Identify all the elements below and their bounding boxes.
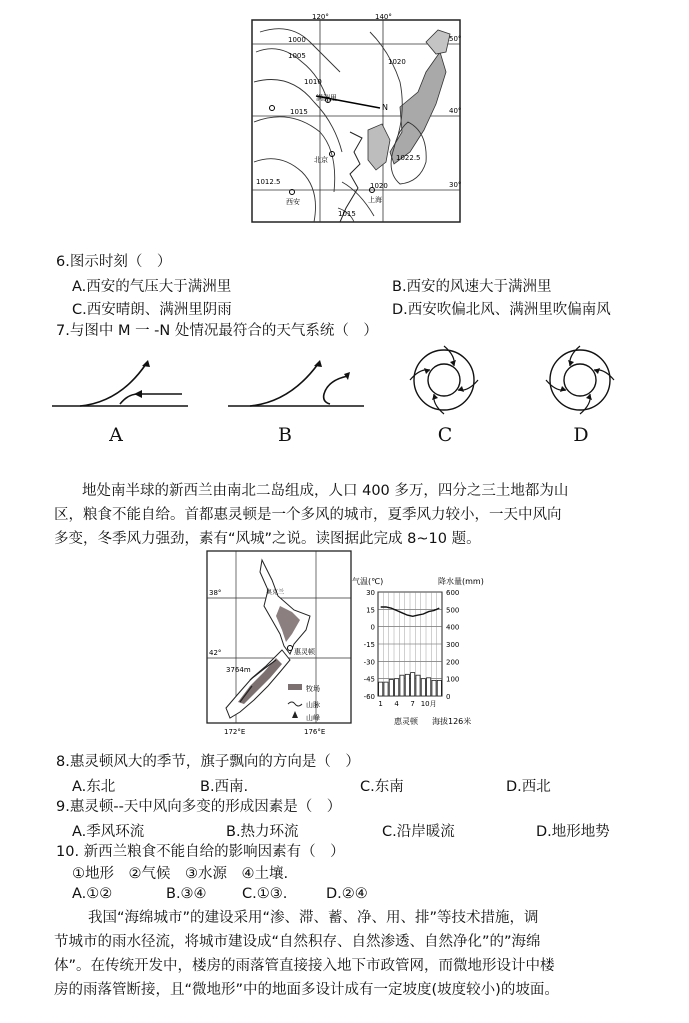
chart-precip-tick: 500 [446, 606, 460, 615]
isobar-label-1022-5: 1022.5 [396, 154, 421, 162]
chart-precip-bar [411, 673, 415, 696]
chart-temp-tick: 30 [366, 589, 375, 597]
q9-option-a[interactable]: A.季风环流 [72, 824, 145, 840]
marker-n: N [382, 103, 388, 112]
chart-precip-tick: 100 [446, 675, 460, 684]
nz-lat-42: 42° [209, 649, 222, 657]
passage2 [54, 906, 664, 1002]
q6-option-b[interactable]: B.西安的风速大于满洲里 [392, 279, 552, 295]
q9-option-d[interactable]: D.地形地势 [536, 824, 610, 840]
chart-caption-city: 惠灵顿 [394, 717, 418, 726]
lat-label-50: 50° [449, 35, 462, 43]
q8-option-b[interactable]: B.西南. [200, 779, 249, 795]
q10-option-d[interactable]: D.②④ [326, 886, 368, 902]
chart-precip-bar [405, 674, 409, 696]
lon-label-140: 140° [375, 13, 392, 21]
chart-precip-bar [416, 675, 420, 696]
chart-month-tick: 10月 [420, 700, 437, 708]
place-beijing: 北京 [314, 156, 328, 164]
chart-precip-bar [395, 679, 399, 696]
chart-precip-tick: 300 [446, 641, 460, 649]
q6-option-a[interactable]: A.西安的气压大于满洲里 [72, 279, 232, 295]
pressure-map [250, 12, 470, 232]
q7-label-a: A [109, 424, 123, 446]
legend-range: 山脉 [306, 701, 320, 709]
cyclone-diagram-d [544, 344, 616, 416]
climate-chart [350, 574, 504, 730]
chart-temp-tick: -30 [363, 658, 375, 667]
chart-precip-bar [432, 680, 436, 696]
q10-stem: 10. 新西兰粮食不能自给的影响因素有（ ） [56, 844, 345, 860]
chart-month-tick: 1 [378, 700, 383, 708]
q7-label-c: C [437, 424, 453, 446]
nz-lon-176: 176°E [304, 728, 326, 736]
q9-stem: 9.惠灵顿--天中风向多变的形成因素是（ ） [56, 799, 342, 815]
chart-temp-axis-label: 气温(℃) [352, 577, 384, 586]
lat-label-40: 40° [449, 107, 462, 115]
passage1-line-2: 区，粮食不能自给。首都惠灵顿是一个多风的城市，夏季风力较小，一天中风向 [54, 507, 562, 523]
legend-peak: 山峰 [306, 714, 320, 722]
nz-aukland: 奥克兰 [266, 589, 285, 596]
passage2-line-2: 节城市的雨水径流，将城市建设成“自然积存、自然渗透、自然净化”的”海绵 [54, 934, 541, 950]
isobar-label-1010: 1010 [304, 78, 322, 86]
nz-wellington: 惠灵顿 [294, 648, 315, 656]
place-manzhouli: 满洲里 [316, 94, 337, 102]
front-diagram-a [50, 358, 190, 418]
chart-precip-bar [384, 682, 388, 696]
place-xian: 西安 [286, 198, 300, 206]
q9-option-c[interactable]: C.沿岸暖流 [382, 824, 455, 840]
chart-precip-bar [389, 680, 393, 696]
chart-caption-altitude: 海拔126米 [432, 717, 472, 726]
q10-factors: ①地形 ②气候 ③水源 ④土壤. [72, 866, 289, 882]
passage1-line-3: 多变，冬季风力强劲，素有“风城”之说。读图据此完成 8~10 题。 [54, 531, 481, 547]
new-zealand-map [206, 550, 352, 738]
chart-temp-tick: -15 [363, 641, 375, 649]
q9-option-b[interactable]: B.热力环流 [226, 824, 299, 840]
chart-precip-bar [427, 678, 431, 696]
chart-month-tick: 4 [394, 700, 399, 708]
chart-precip-bar [421, 679, 425, 696]
isobar-label-1005: 1005 [288, 52, 306, 60]
isobar-label-1020-b: 1020 [370, 182, 388, 190]
q10-option-a[interactable]: A.①② [72, 886, 113, 902]
q7-label-b: B [278, 424, 292, 446]
q8-option-c[interactable]: C.东南 [360, 779, 404, 795]
q8-option-d[interactable]: D.西北 [506, 779, 551, 795]
front-diagram-b [226, 358, 366, 418]
chart-precip-tick: 200 [446, 658, 460, 667]
nz-lon-172: 172°E [224, 728, 246, 736]
q6-option-d[interactable]: D.西安吹偏北风、满洲里吹偏南风 [392, 302, 611, 318]
q8-option-a[interactable]: A.东北 [72, 779, 116, 795]
passage2-line-3: 体”。在传统开发中，楼房的雨落管直接接入地下市政管网，而微地形设计中楼 [54, 958, 555, 974]
q10-option-c[interactable]: C.①③. [242, 886, 288, 902]
legend-pasture: 牧场 [306, 685, 320, 693]
chart-temp-tick: 0 [370, 623, 375, 632]
nz-lat-38: 38° [209, 589, 222, 597]
chart-temp-tick: 15 [366, 606, 375, 615]
q10-option-b[interactable]: B.③④ [166, 886, 207, 902]
chart-precip-axis-label: 降水量(mm) [438, 577, 484, 586]
chart-precip-bar [437, 680, 441, 696]
passage2-line-1: 我国“海绵城市”的建设采用“渗、滞、蓄、净、用、排”等技术措施，调 [88, 910, 539, 926]
passage2-line-4: 房的雨落管断接，且“微地形”中的地面多设计成有一定坡度(坡度较小)的坡面。 [54, 982, 559, 998]
nz-peak-height: 3764m [226, 666, 251, 674]
q7-stem: 7.与图中 M 一 -N 处情况最符合的天气系统（ ） [56, 323, 378, 339]
place-shanghai: 上海 [368, 196, 382, 204]
isobar-label-1015-b: 1015 [338, 210, 356, 218]
chart-temp-tick: -45 [363, 675, 375, 684]
passage1-line-1: 地处南半球的新西兰由南北二岛组成，人口 400 多万，四分之三土地都为山 [82, 483, 569, 499]
lat-label-30: 30° [449, 181, 462, 189]
chart-month-tick: 7 [410, 700, 415, 708]
isobar-label-1012-5: 1012.5 [256, 178, 281, 186]
q7-label-d: D [573, 424, 589, 446]
lon-label-120: 120° [312, 13, 329, 21]
isobar-label-1020: 1020 [388, 58, 406, 66]
chart-precip-tick: 0 [446, 693, 451, 701]
isobar-label-1000: 1000 [288, 36, 306, 44]
isobar-label-1015: 1015 [290, 108, 308, 116]
passage1 [54, 479, 654, 551]
chart-precip-tick: 600 [446, 589, 460, 597]
q6-stem: 6.图示时刻（ ） [56, 254, 172, 270]
chart-precip-bar [400, 675, 404, 696]
q6-option-c[interactable]: C.西安晴朗、满洲里阴雨 [72, 302, 232, 318]
chart-temp-tick: -60 [363, 693, 375, 701]
chart-precip-tick: 400 [446, 623, 460, 632]
cyclone-diagram-c [408, 344, 480, 416]
chart-precip-bar [379, 682, 383, 696]
q8-stem: 8.惠灵顿风大的季节，旗子飘向的方向是（ ） [56, 754, 360, 770]
